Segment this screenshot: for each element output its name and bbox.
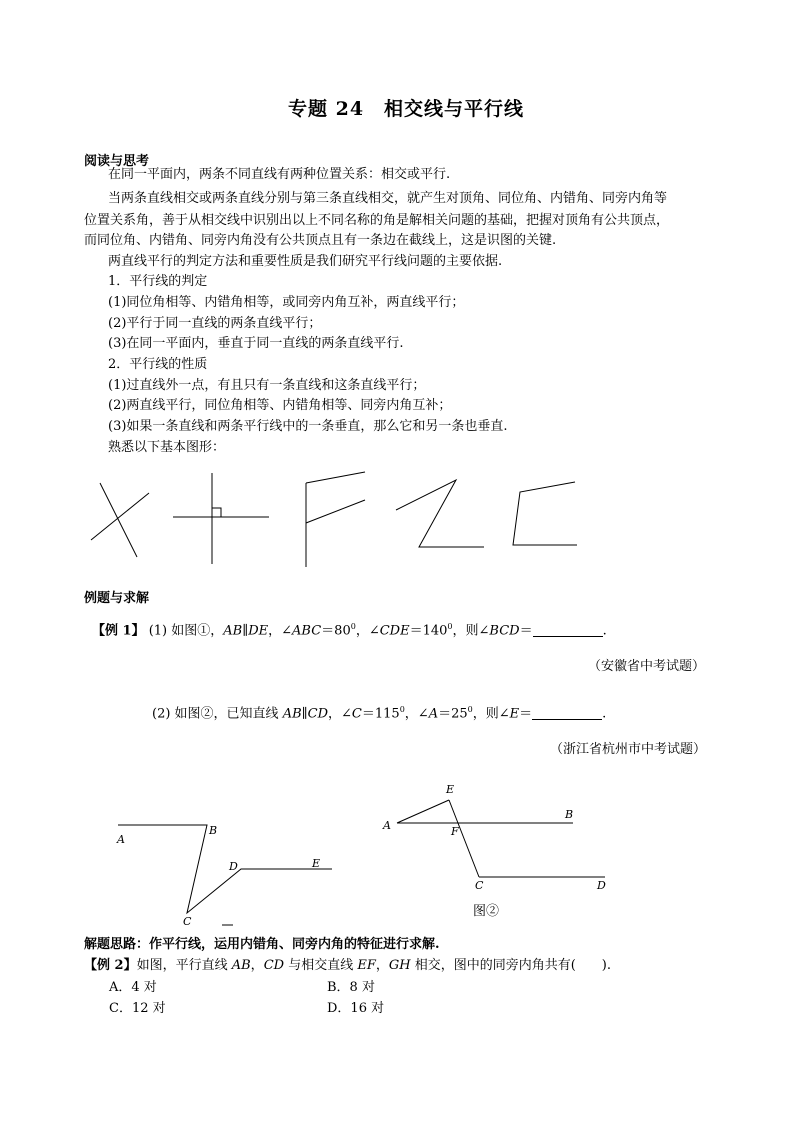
option-c[interactable]: C．12 对 xyxy=(109,1001,166,1016)
text-run: . xyxy=(602,623,607,639)
fig-crossing-line-1 xyxy=(100,483,137,557)
example-1-part-2 xyxy=(152,700,606,724)
fig1-label-d: D xyxy=(229,860,238,873)
text-run: 与相交直线 xyxy=(284,958,358,973)
text-run: ＝80 xyxy=(321,623,351,639)
fig1-label-b: B xyxy=(209,824,218,837)
figure-2-line-ec xyxy=(449,800,479,877)
math-c: C xyxy=(351,706,362,722)
option-a[interactable]: A．4 对 xyxy=(109,980,157,995)
paragraph-4: 熟悉以下基本图形： xyxy=(108,440,226,455)
section-heading-examples: 例题与求解 xyxy=(84,591,150,606)
math-e: E xyxy=(509,706,520,722)
text-run: ＝ xyxy=(519,623,533,639)
fig2-label-a: A xyxy=(383,819,391,832)
paragraph-2-line-2: 位置关系角，善于从相交线中识别出以上不同名称的角是解相关问题的基础，把握对顶角有公共顶点， xyxy=(84,213,670,228)
page-title: 专题 24 相交线与平行线 xyxy=(288,98,525,120)
degree-mark: 0 xyxy=(467,705,473,714)
text-run: (1) 如图①， xyxy=(144,623,224,639)
math-cd: CD xyxy=(263,958,285,973)
math-bcd: BCD xyxy=(489,623,520,639)
fig1-label-e: E xyxy=(312,857,321,870)
fig-crossing-line-2 xyxy=(91,493,149,540)
fig-z-shape xyxy=(396,480,484,547)
text-run: ， xyxy=(375,958,389,973)
text-run: ＝140 xyxy=(409,623,448,639)
example-2-question xyxy=(84,956,611,976)
text-run: (2) 如图②，已知直线 xyxy=(152,706,283,722)
fig-f-middle xyxy=(306,500,365,523)
paragraph-2-line-3: 而同位角、内错角、同旁内角没有公共顶点且有一条边在截线上，这是识图的关键. xyxy=(84,233,557,248)
property-item-1: (1)过直线外一点，有且只有一条直线和这条直线平行； xyxy=(108,378,426,393)
list-heading-criteria: 1．平行线的判定 xyxy=(108,274,208,289)
text-run: ，∠ xyxy=(355,623,380,639)
fig-c-shape xyxy=(513,482,577,545)
property-item-2: (2)两直线平行，同位角相等、内错角相等、同旁内角互补； xyxy=(108,398,452,413)
figure-1-polyline xyxy=(118,825,332,913)
text-run: ＝25 xyxy=(438,706,468,722)
example-1-tag: 【例 1】 xyxy=(92,623,145,639)
text-run: ＝115 xyxy=(361,706,400,722)
answer-blank-1[interactable] xyxy=(533,622,603,637)
degree-mark: 0 xyxy=(350,622,356,631)
degree-mark: 0 xyxy=(447,622,453,631)
example-2-tag: 【例 2】 xyxy=(84,958,137,973)
math-ab: AB xyxy=(231,958,251,973)
figure-2-caption: 图② xyxy=(473,904,500,919)
list-heading-properties: 2．平行线的性质 xyxy=(108,357,208,372)
text-run: ＝ xyxy=(519,706,533,722)
text-run: . xyxy=(602,706,607,722)
text-run: 相交，图中的同旁内角共有( ). xyxy=(410,958,612,973)
math-ef: EF xyxy=(357,958,376,973)
figure-2-line-ae xyxy=(397,800,449,823)
criteria-item-2: (2)平行于同一直线的两条直线平行； xyxy=(108,316,322,331)
answer-blank-2[interactable] xyxy=(532,705,602,720)
criteria-item-1: (1)同位角相等、内错角相等，或同旁内角互补，两直线平行； xyxy=(108,295,465,310)
option-b[interactable]: B．8 对 xyxy=(327,980,375,995)
text-run: ， xyxy=(250,958,264,973)
text-run: 如图，平行直线 xyxy=(136,958,232,973)
fig2-label-b: B xyxy=(565,808,574,821)
property-item-3: (3)如果一条直线和两条平行线中的一条垂直，那么它和另一条也垂直. xyxy=(108,419,508,434)
text-run: ，则∠ xyxy=(452,623,490,639)
option-d[interactable]: D．16 对 xyxy=(327,1001,385,1016)
hint-text: 解题思路：作平行线，运用内错角、同旁内角的特征进行求解. xyxy=(84,937,440,952)
fig2-label-c: C xyxy=(475,879,484,892)
fig2-label-e: E xyxy=(446,783,455,796)
fig2-label-d: D xyxy=(597,879,606,892)
paragraph-1: 在同一平面内，两条不同直线有两种位置关系：相交或平行. xyxy=(108,167,451,182)
section-heading-reading: 阅读与思考 xyxy=(84,154,150,169)
fig1-label-c: C xyxy=(183,915,192,928)
criteria-item-3: (3)在同一平面内，垂直于同一直线的两条直线平行. xyxy=(108,336,404,351)
math-a: A xyxy=(428,706,439,722)
text-run: ，则∠ xyxy=(472,706,510,722)
example-1-part-1 xyxy=(92,617,607,641)
text-run: ，∠ xyxy=(404,706,429,722)
paragraph-3: 两直线平行的判定方法和重要性质是我们研究平行线问题的主要依据. xyxy=(108,254,503,269)
text-run: ，∠ xyxy=(268,623,293,639)
fig2-label-f: F xyxy=(451,825,459,838)
fig-right-angle-mark xyxy=(212,508,221,517)
math-cde: CDE xyxy=(379,623,410,639)
example-1-source-1: （安徽省中考试题） xyxy=(588,659,706,674)
math-ab-parallel-cd: AB∥CD xyxy=(282,706,329,722)
solution-hint xyxy=(84,935,440,955)
math-gh: GH xyxy=(388,958,411,973)
fig1-label-a: A xyxy=(117,833,125,846)
text-run: ，∠ xyxy=(328,706,352,722)
degree-mark: 0 xyxy=(399,705,405,714)
math-ab-parallel-de: AB∥DE xyxy=(223,623,269,639)
paragraph-2-line-1: 当两条直线相交或两条直线分别与第三条直线相交，就产生对顶角、同位角、内错角、同旁内角等 xyxy=(108,191,668,206)
math-abc: ABC xyxy=(292,623,322,639)
example-1-source-2: （浙江省杭州市中考试题） xyxy=(550,742,707,757)
fig-f-top xyxy=(306,472,365,483)
